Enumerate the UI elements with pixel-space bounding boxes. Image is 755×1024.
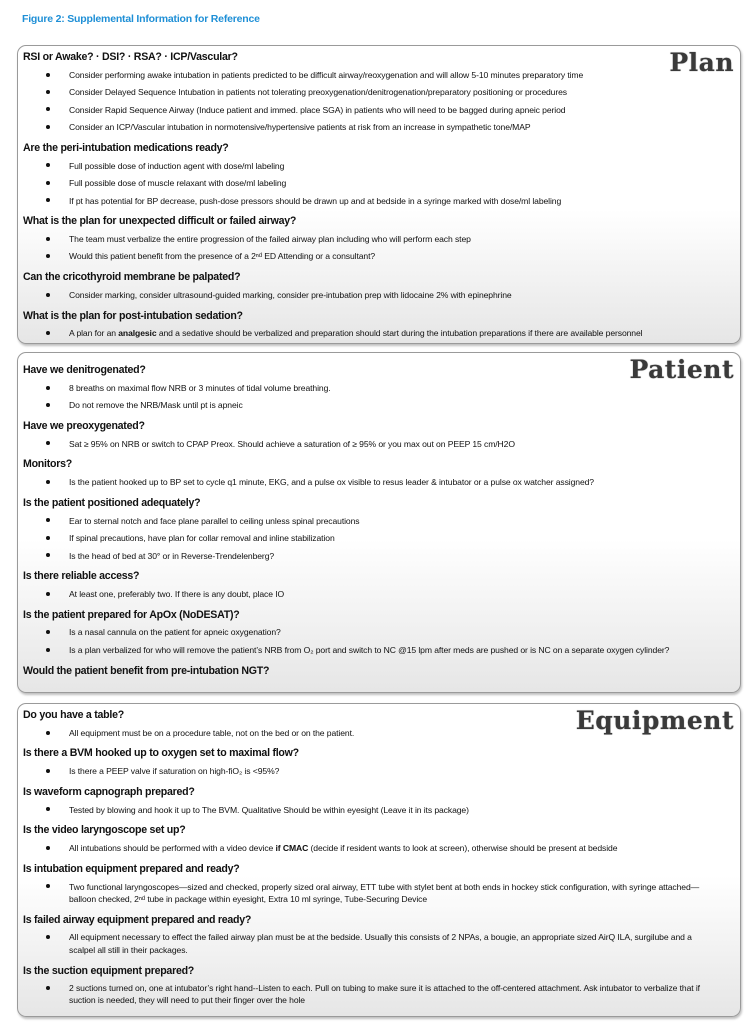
question-heading: Is failed airway equipment prepared and ready? [23, 913, 252, 926]
bullet-text: A plan for an [69, 328, 119, 339]
question-heading: What is the plan for post-intubation sedation? [23, 309, 243, 322]
question-heading: Monitors? [23, 458, 72, 471]
bullet-text: Consider Rapid Sequence Airway (Induce patient and immed. place SGA) in patients who will need to be bagged during apneic period [69, 104, 566, 115]
bullet-item [18, 66, 740, 83]
question-heading: Is there reliable access? [23, 570, 140, 583]
question-heading: Have we denitrogenated? [23, 364, 146, 376]
bullet-list [18, 473, 740, 490]
bullet-item [18, 801, 740, 818]
section-title: Plan [669, 48, 734, 77]
bullet-item [18, 379, 740, 396]
bullet-list [18, 878, 740, 908]
bullet-item [18, 585, 740, 602]
bullet-list [18, 435, 740, 452]
bullet-text: Consider marking, consider ultrasound-guided marking, consider pre-intubation prep with lidocaine 2% with epinephrine [69, 289, 512, 300]
bullet-list [18, 512, 740, 564]
bullet-list [18, 230, 740, 265]
bullet-text: If pt has potential for BP decrease, push-dose pressors should be drawn up and at bedside in a syringe marked with dose/ml labeling [69, 195, 562, 206]
bullet-text: All intubations should be performed with a video device [69, 843, 276, 854]
bullet-item [18, 230, 740, 247]
bullet-text: (decide if resident wants to look at screen), otherwise should be present at bedside [308, 843, 618, 854]
bullet-item [18, 878, 740, 908]
bullet-text: Sat ≥ 95% on NRB or switch to CPAP Preox. Should achieve a saturation of ≥ 95% or you max out on PEEP 15 cm/H2O [69, 438, 515, 449]
bullet-text: and a sedative should be verbalized and preparation should start during the intubation preparations if there are available personnel [156, 328, 643, 339]
question-heading: Is the patient positioned adequately? [23, 496, 201, 509]
bullet-list [18, 839, 740, 856]
bullet-item [18, 396, 740, 413]
bullet-item [18, 529, 740, 546]
bullet-text: The team must verbalize the entire progression of the failed airway plan including who will perform each step [69, 233, 471, 244]
bullet-text: Consider an ICP/Vascular intubation in normotensive/hypertensive patients at risk from an increase in sympathetic tone/MAP [69, 122, 531, 133]
bullet-item [18, 83, 740, 100]
bullet-text: At least one, preferably two. If there is any doubt, place IO [69, 588, 285, 599]
question-heading: Is waveform capnograph prepared? [23, 785, 195, 798]
bullet-text: All equipment must be on a procedure table, not on the bed or on the patient. [69, 727, 355, 738]
bullet-item [18, 724, 740, 741]
bullet-text: Consider performing awake intubation in patients predicted to be difficult airway/reoxygenation and will allow 5-10 minutes preparatory time [69, 69, 584, 80]
bullet-item [18, 547, 740, 564]
bullet-item [18, 624, 740, 641]
bullet-text: Full possible dose of muscle relaxant with dose/ml labeling [69, 178, 287, 189]
bullet-item [18, 512, 740, 529]
equipment-section [17, 703, 741, 1017]
bullet-text: Is the patient hooked up to BP set to cycle q1 minute, EKG, and a pulse ox visible to resus leader & intubator or a pulse ox watcher assigned? [69, 477, 594, 488]
bullet-item [18, 157, 740, 174]
bullet-text: Is a nasal cannula on the patient for apneic oxygenation? [69, 627, 281, 638]
bullet-list [18, 762, 740, 779]
bullet-text: Is a plan verbalized for who will remove the patient’s NRB from O₂ port and switch to NC @15 lpm after meds are pushed or is NC on a separate oxygen cylinder? [69, 644, 670, 655]
section-title: Patient [629, 355, 734, 384]
question-heading: Is intubation equipment prepared and ready? [23, 862, 240, 875]
bullet-text: Is the head of bed at 30° or in Reverse-Trendelenberg? [69, 550, 275, 561]
bullet-item [18, 325, 740, 342]
question-heading: Is the patient prepared for ApOx (NoDESAT)? [23, 608, 240, 621]
question-heading: What is the plan for unexpected difficult or failed airway? [23, 215, 297, 228]
bullet-list [18, 624, 740, 659]
bullet-text: 8 breaths on maximal flow NRB or 3 minutes of tidal volume breathing. [69, 382, 331, 393]
bullet-text: Ear to sternal notch and face plane parallel to ceiling unless spinal precautions [69, 515, 360, 526]
bullet-text: Consider Delayed Sequence Intubation in patients not tolerating preoxygenation/denitrogenation/preparatory positioning or procedures [69, 87, 567, 98]
question-heading: Is the suction equipment prepared? [23, 964, 195, 977]
bullet-text: Tested by blowing and hook it up to The BVM. Qualitative Should be within eyesight (Leave it in its package) [69, 804, 469, 815]
question-heading: Is the video laryngoscope set up? [23, 824, 186, 837]
bold-text: if CMAC [275, 843, 309, 854]
bullet-item [18, 118, 740, 135]
question-heading: Do you have a table? [23, 709, 124, 721]
bullet-list [18, 286, 740, 303]
bullet-item [18, 192, 740, 209]
question-heading: Is there a BVM hooked up to oxygen set to maximal flow? [23, 747, 299, 760]
question-heading: Have we preoxygenated? [23, 419, 145, 432]
question-heading: RSI or Awake? · DSI? · RSA? · ICP/Vascular? [23, 51, 238, 63]
bullet-text: Full possible dose of induction agent with dose/ml labeling [69, 160, 285, 171]
bullet-list [18, 980, 740, 1010]
bullet-list [18, 585, 740, 602]
question-heading: Are the peri-intubation medications ready? [23, 141, 229, 154]
bullet-item [18, 435, 740, 452]
bullet-text: All equipment necessary to effect the failed airway plan must be at the bedside. Usually this consists of 2 NPAs, a bougie, an appropriate sized AirQ ILA, surgilube and a scalpel all still in their packages. [69, 932, 692, 955]
bullet-list [18, 379, 740, 414]
bullet-item [18, 473, 740, 490]
bullet-list [18, 66, 740, 136]
plan-section [17, 45, 741, 344]
bullet-item [18, 101, 740, 118]
bullet-item [18, 839, 740, 856]
bullet-text: If spinal precautions, have plan for collar removal and inline stabilization [69, 533, 335, 544]
bullet-text: Is there a PEEP valve if saturation on high-fiO₂ is <95%? [69, 766, 280, 777]
bullet-list [18, 801, 740, 818]
bold-text: analgesic [118, 328, 157, 339]
section-title: Equipment [575, 706, 734, 735]
question-heading: Can the cricothyroid membrane be palpated? [23, 271, 241, 284]
bullet-text: Would this patient benefit from the presence of a 2ⁿᵈ ED Attending or a consultant? [69, 251, 376, 262]
bullet-item [18, 980, 740, 1010]
question-heading: Would the patient benefit from pre-intubation NGT? [23, 664, 270, 677]
bullet-item [18, 641, 740, 658]
bullet-text: Two functional laryngoscopes—sized and checked, properly sized oral airway, ETT tube with stylet bent at both ends in hockey stick configuration, with syringe attached—balloon checked, 2ⁿᵈ tube in package within eyesight, Extra 10 ml syringe, Tube-Securing Device [69, 881, 700, 904]
bullet-item [18, 174, 740, 191]
bullet-item [18, 929, 740, 959]
bullet-list [18, 929, 740, 959]
bullet-text: Do not remove the NRB/Mask until pt is apneic [69, 400, 243, 411]
bullet-text: 2 suctions turned on, one at intubator’s right hand--Listen to each. Pull on tubing to make sure it is attached to the off-centered attachment. Ask intubator to verbalize that if suction is needed, they will need to put their finger over the hole [69, 983, 700, 1006]
bullet-list [18, 157, 740, 209]
bullet-item [18, 762, 740, 779]
figure-title: Figure 2: Supplemental Information for Reference [22, 13, 260, 25]
bullet-list [18, 724, 740, 741]
bullet-item [18, 248, 740, 265]
bullet-list [18, 325, 740, 342]
patient-section [17, 352, 741, 693]
bullet-item [18, 286, 740, 303]
